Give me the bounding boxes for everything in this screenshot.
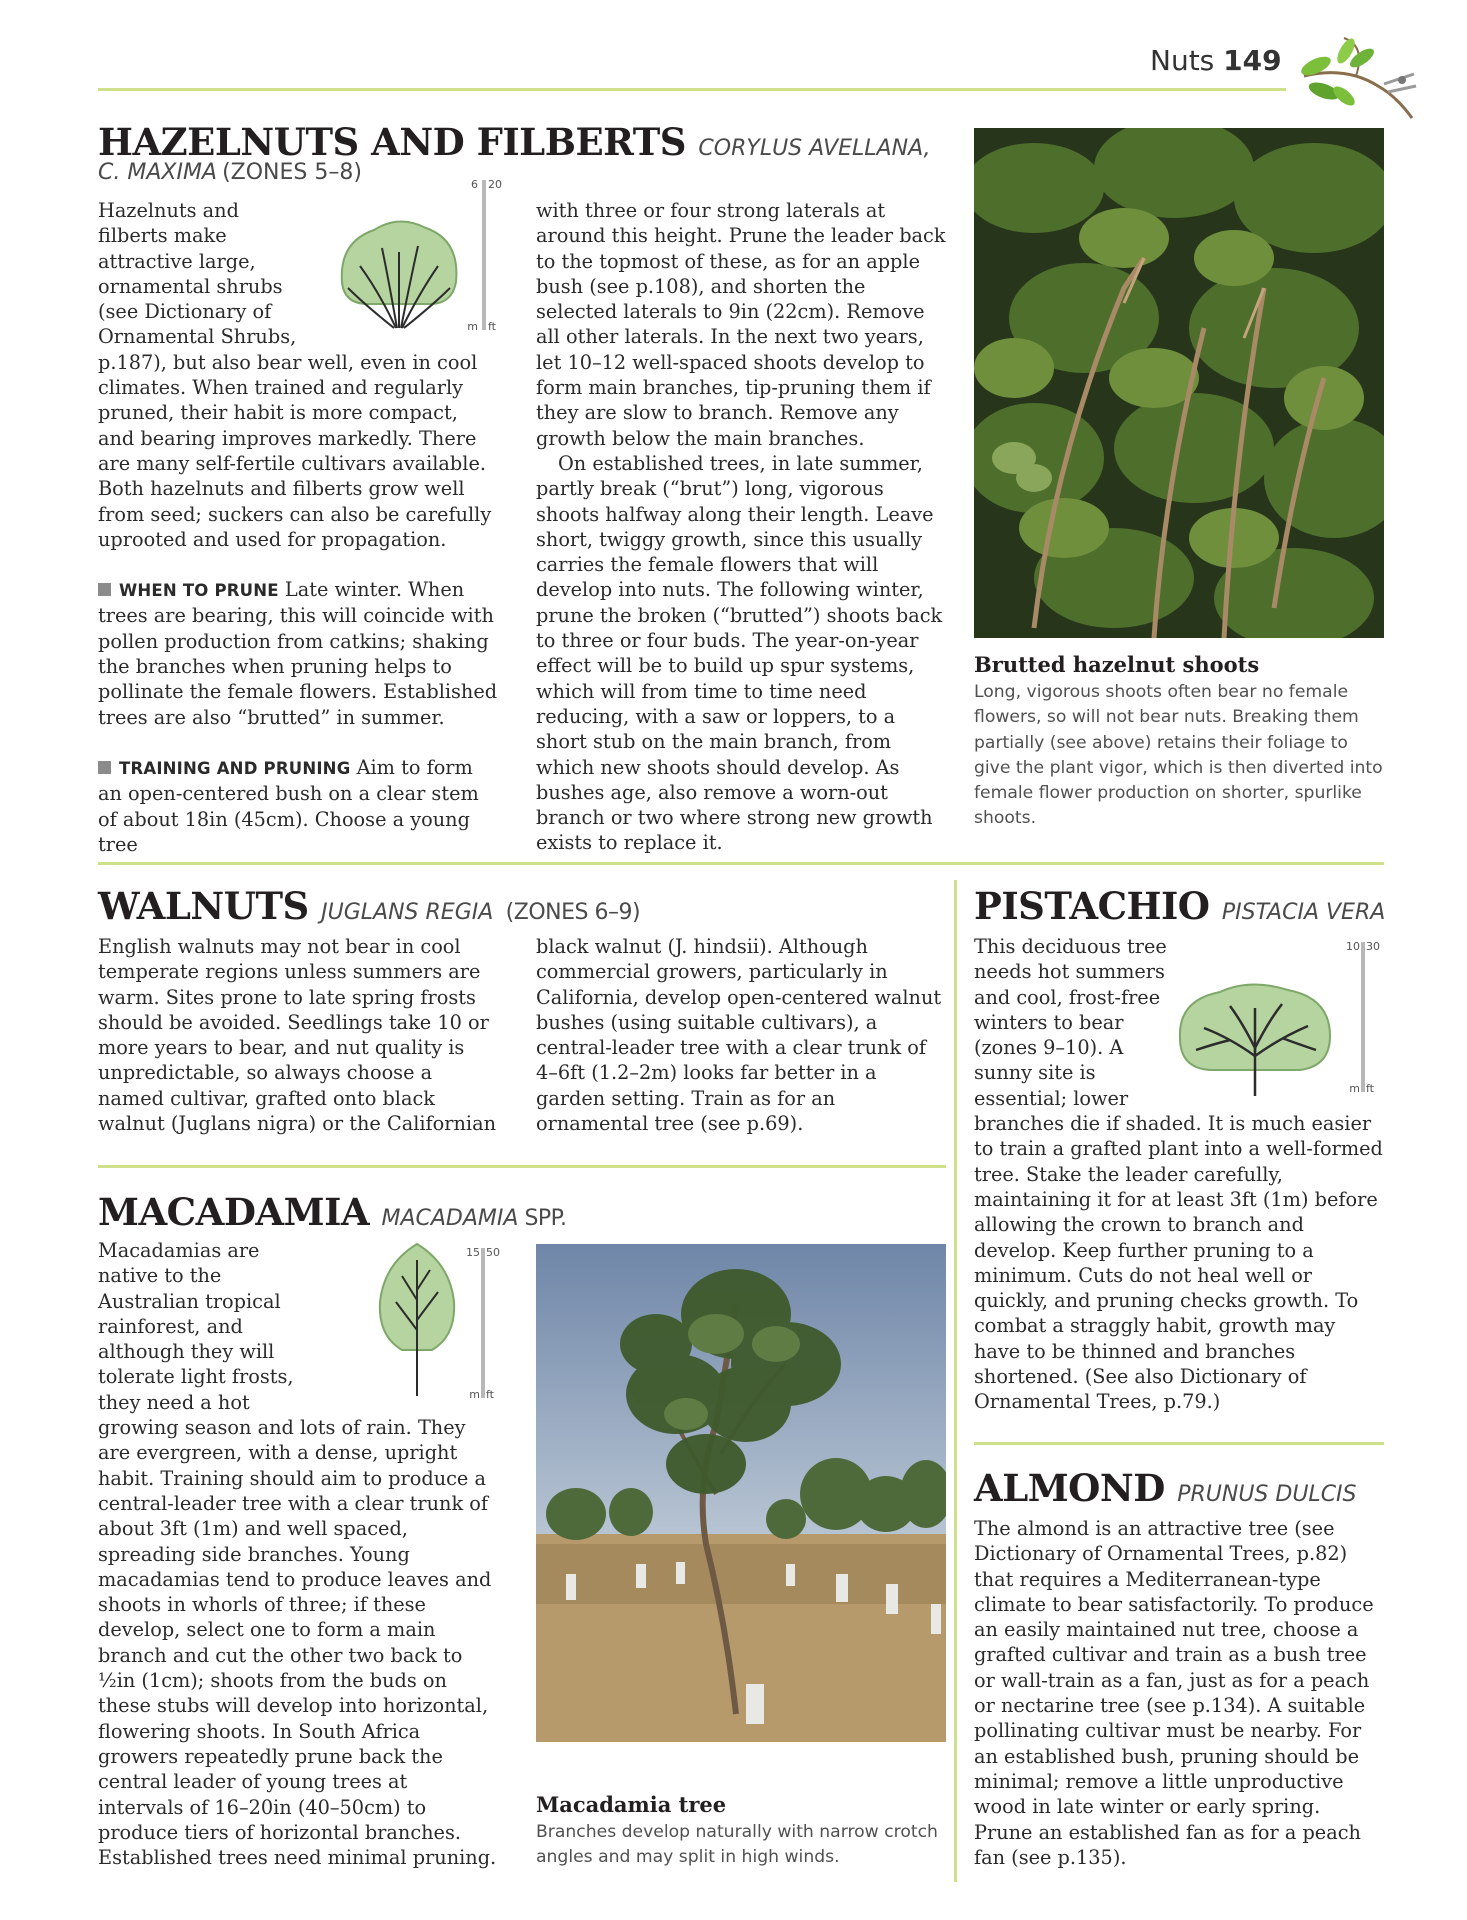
macadamia-title: MACADAMIA xyxy=(98,1190,370,1234)
pistachio-text xyxy=(974,934,1384,1415)
training-label: TRAINING AND PRUNING xyxy=(119,758,351,778)
walnut-column-2: black walnut (J. hindsii). Although commercial growers, particularly in California, develop open-centered walnut bushes (using suitable cultivars), a central-leader tree with a clear trunk of 4–6ft (1.2–2m) looks far better in a garden setting. Train as for an ornamental tree (see p.69). xyxy=(536,935,942,1136)
when-to-prune-text: Late winter. When trees are bearing, this will coincide with pollen production from catkins; shaking the branches when pruning helps to pollinate the female flowers. Established trees are also “brutted” in summer. xyxy=(98,578,498,729)
hazelnut-intro-line: ornamental shrubs xyxy=(98,274,283,298)
hazelnut-intro-line: Hazelnuts and xyxy=(98,199,239,222)
section-name: Nuts xyxy=(1150,44,1215,77)
hazelnut-latin-name-2: C. MAXIMA xyxy=(98,160,217,185)
macadamia-line: although they will xyxy=(98,1340,275,1364)
pistachio-line: (zones 9–10). A xyxy=(974,1036,1124,1060)
when-to-prune-label: WHEN TO PRUNE xyxy=(119,581,279,601)
macadamia-line: tolerate light frosts, xyxy=(98,1365,294,1389)
section-rule-hazelnut xyxy=(98,862,1384,865)
almond-text: The almond is an attractive tree (see Dictionary of Ornamental Trees, p.82) that requires a Mediterranean-type climate to bear satisfactorily. To produce an easily maintained nut tree, choose a grafted cultivar and train as a bush tree or wall-train as a fan, just as for a peach or nectarine tree (see p.134). A suitable pollinating cultivar must be nearby. For an established bush, pruning should be minimal; remove a little unproductive wood in late winter or early spring. Prune an established fan as for a peach fan (see p.135). xyxy=(974,1517,1374,1869)
hazelnut-heading xyxy=(98,120,931,164)
header-rule xyxy=(98,88,1286,91)
hazelnut-intro-rest: p.187), but also bear well, even in cool climates. When trained and regularly pruned, their habit is more compact, and bearing improves markedly. There are many self-fertile cultivars available. Both hazelnuts and filberts grow well from seed; suckers can also be carefully uprooted and used for propagation. xyxy=(98,350,492,551)
bullet-square-icon xyxy=(98,583,111,596)
walnut-column-1: English walnuts may not bear in cool temperate regions unless summers are warm. Sites prone to late spring frosts should be avoided. Seedlings take 10 or more years to bear, and nut quality is unpredictable, so always choose a named cultivar, grafted onto black walnut (Juglans nigra) or the Californian xyxy=(98,935,496,1136)
when-to-prune-paragraph xyxy=(98,577,498,730)
scale-max-m: 10 xyxy=(1346,940,1360,953)
hazelnut-zones: (ZONES 5–8) xyxy=(222,160,362,185)
scale-max-ft: 20 xyxy=(488,178,502,191)
training-paragraph xyxy=(98,755,498,857)
macadamia-line: Australian tropical xyxy=(98,1289,281,1313)
macadamia-text xyxy=(98,1238,498,1870)
section-rule-walnut xyxy=(98,1165,946,1168)
hazelnut-intro-line: filberts make xyxy=(98,224,227,248)
macadamia-rest: growing season and lots of rain. They are evergreen, with a dense, upright habit. Training should aim to produce a central-leader tree with a clear trunk of about 3ft (1m) and well spaced, spreading side branches. Young macadamias tend to produce leaves and shoots in whorls of three; if these develop, select one to form a main branch and cut the other two back to ½in (1cm); shoots from the buds on these stubs will develop into horizontal, flowering shoots. In South Africa growers repeatedly prune back the central leader of young trees at intervals of 16–20in (40–50cm) to produce tiers of horizontal branches. Established trees need minimal pruning. xyxy=(98,1416,497,1870)
hazelnut-intro-line: attractive large, xyxy=(98,249,256,273)
macadamia-caption-text: Branches develop naturally with narrow crotch angles and may split in high winds. xyxy=(536,1822,938,1868)
pistachio-line: and cool, frost-free xyxy=(974,985,1161,1009)
page-number: 149 xyxy=(1223,44,1282,77)
pistachio-line: This deciduous tree xyxy=(974,935,1167,958)
bullet-square-icon xyxy=(98,761,111,774)
scale-m-label: m xyxy=(467,320,478,333)
almond-latin-name: PRUNUS DULCIS xyxy=(1177,1482,1357,1507)
brutted-hazelnut-photo xyxy=(974,128,1384,638)
scale-ft-label: ft xyxy=(486,1388,494,1401)
walnut-zones: (ZONES 6–9) xyxy=(505,900,641,925)
pistachio-line: sunny site is xyxy=(974,1061,1096,1085)
hazelnut-column-2 xyxy=(536,198,946,856)
leaf-sprig-icon xyxy=(1296,36,1422,120)
pistachio-line: needs hot summers xyxy=(974,960,1165,984)
pistachio-heading xyxy=(974,884,1385,928)
scale-ft-label: ft xyxy=(1366,1082,1374,1095)
macadamia-heading xyxy=(98,1190,567,1234)
pistachio-rest: branches die if shaded. It is much easier to train a grafted plant into a well-formed tree. Stake the leader carefully, maintaining it for at least 3ft (1m) before allowing the crown to branch and develop. Keep further pruning to a minimum. Cuts do not heal well or quickly, and pruning checks growth. To combat a straggly habit, growth may have to be thinned and branches shortened. (See also Dictionary of Ornamental Trees, p.79.) xyxy=(974,1112,1383,1414)
hazelnut-title: HAZELNUTS AND FILBERTS xyxy=(98,120,687,164)
macadamia-line: native to the xyxy=(98,1264,222,1288)
hazelnut-caption-text: Long, vigorous shoots often bear no female flowers, so will not bear nuts. Breaking them partially (see above) retains their foliage to give the plant vigor, which is then diverted into female flower production on shorter, spurlike shoots. xyxy=(974,682,1383,829)
macadamia-line: rainforest, and xyxy=(98,1314,243,1338)
scale-m-label: m xyxy=(469,1388,480,1401)
walnut-heading xyxy=(98,884,640,928)
pistachio-title: PISTACHIO xyxy=(974,884,1210,928)
hazelnut-latin-name: CORYLUS AVELLANA, xyxy=(698,136,931,161)
hazelnut-intro-line: Ornamental Shrubs, xyxy=(98,325,297,349)
walnut-title: WALNUTS xyxy=(98,884,309,928)
almond-title: ALMOND xyxy=(974,1466,1165,1510)
scale-max-m: 15 xyxy=(466,1246,480,1259)
macadamia-spp: SPP. xyxy=(524,1206,567,1231)
macadamia-line: Macadamias are xyxy=(98,1239,260,1262)
pistachio-latin-name: PISTACIA VERA xyxy=(1221,900,1386,925)
macadamia-line: they need a hot xyxy=(98,1390,250,1414)
column-divider xyxy=(954,880,957,1882)
hazelnut-subheading xyxy=(98,160,362,185)
section-rule-pistachio xyxy=(974,1442,1384,1445)
scale-max-ft: 50 xyxy=(486,1246,500,1259)
pistachio-line: winters to bear xyxy=(974,1010,1124,1034)
hazelnut-established-trees: On established trees, in late summer, partly break (“brut”) long, vigorous shoots halfway along their length. Leave short, twiggy growth, since this usually carries the female flowers that will develop into nuts. The following winter, prune the broken (“brutted”) shoots back to three or four buds. The year-on-year effect will be to build up spur systems, which will from time to time need reducing, with a saw or loppers, to a short stub on the main branch, from which new shoots should develop. As bushes age, also remove a worn-out branch or two where strong new growth exists to replace it. xyxy=(536,451,943,855)
macadamia-tree-photo xyxy=(536,1244,946,1742)
scale-m-label: m xyxy=(1349,1082,1360,1095)
scale-max-m: 6 xyxy=(471,178,478,191)
scale-max-ft: 30 xyxy=(1366,940,1380,953)
walnut-latin-name: JUGLANS REGIA xyxy=(321,900,494,925)
hazelnut-column-1 xyxy=(98,198,498,857)
training-text: Aim to form an open-centered bush on a clear stem of about 18in (45cm). Choose a young tree xyxy=(98,755,479,856)
macadamia-caption-title: Macadamia tree xyxy=(536,1792,727,1817)
pistachio-line: essential; lower xyxy=(974,1086,1129,1110)
hazelnut-caption-title: Brutted hazelnut shoots xyxy=(974,652,1260,677)
hazelnut-training-continued: with three or four strong laterals at around this height. Prune the leader back to the topmost of these, as for an apple bush (see p.108), and shorten the selected laterals to 9in (22cm). Remove all other laterals. In the next two years, let 10–12 well-spaced shoots develop to form main branches, tip-pruning them if they are slow to branch. Remove any growth below the main branches. xyxy=(536,199,946,450)
hazelnut-intro-line: (see Dictionary of xyxy=(98,300,272,324)
running-header xyxy=(1150,44,1282,77)
macadamia-latin-name: MACADAMIA xyxy=(381,1206,519,1231)
almond-heading xyxy=(974,1466,1357,1510)
scale-ft-label: ft xyxy=(488,320,496,333)
